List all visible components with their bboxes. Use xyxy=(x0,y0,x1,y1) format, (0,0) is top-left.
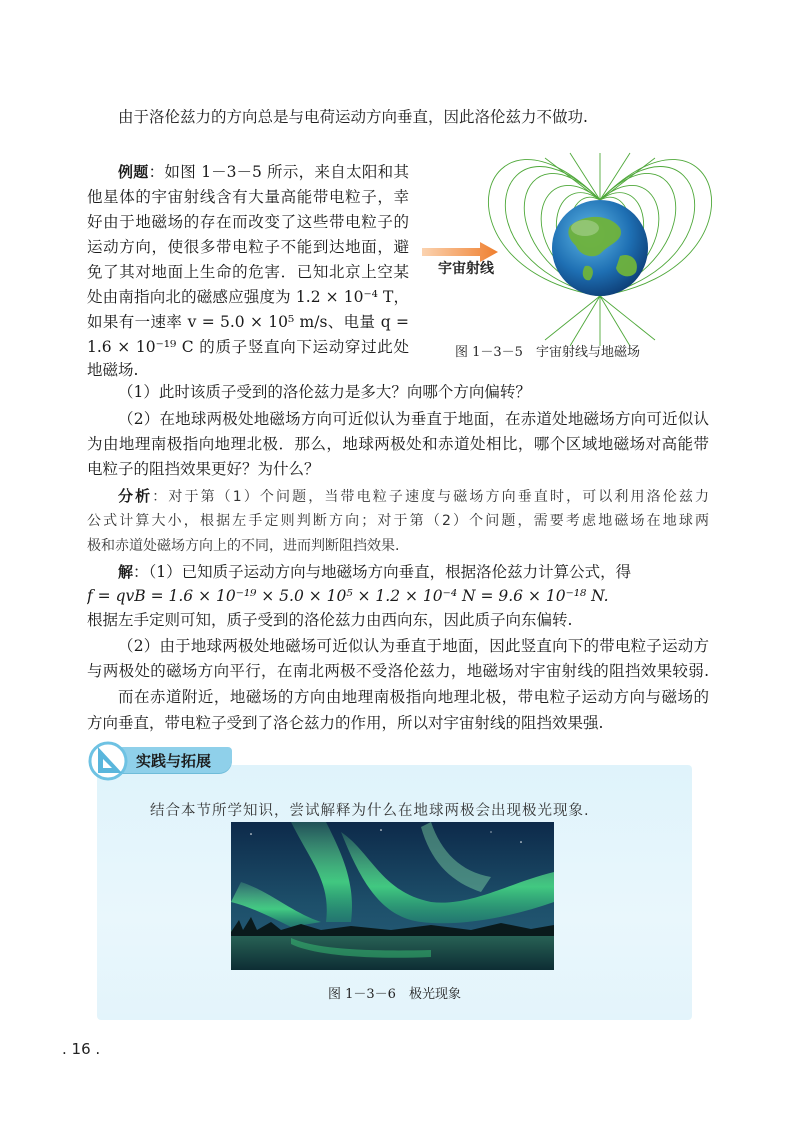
question-2-line-3: 电粒子的阻挡效果更好？为什么？ xyxy=(87,460,320,478)
practice-title: 实践与拓展 xyxy=(136,752,212,770)
example-line-3: 好由于地磁场的存在而改变了这些带电粒子的 xyxy=(87,213,409,231)
example-line-6: 处由南指向北的磁感应强度为 1.2 × 10⁻⁴ T， xyxy=(87,288,409,306)
page-number: . 16 . xyxy=(62,1040,101,1058)
cosmic-ray-label: 宇宙射线 xyxy=(438,261,494,277)
example-line-7: 如果有一速率 v = 5.0 × 10⁵ m/s、电量 q = xyxy=(87,313,409,331)
practice-ruler-icon xyxy=(88,735,136,783)
question-2-line-1: （2）在地球两极处地磁场方向可近似认为垂直于地面，在赤道处地磁场方向可近似认 xyxy=(118,410,709,428)
figure-135-caption: 图 1－3－5 宇宙射线与地磁场 xyxy=(455,345,640,360)
solution-label: 解 xyxy=(118,563,134,581)
example-line-1: 例题：如图 1－3－5 所示，来自太阳和其 xyxy=(118,163,409,181)
solution-part2-line-2: 与两极处的磁场方向平行，在南北两极不受洛伦兹力，地磁场对宇宙射线的阻挡效果较弱. xyxy=(87,662,709,680)
example-line-5: 免了其对地面上生命的危害．已知北京上空某 xyxy=(87,263,409,281)
analysis-label: 分析 xyxy=(118,487,153,505)
analysis-line-2: 公式计算大小，根据左手定则判断方向；对于第（2）个问题，需要考虑地磁场在地球两 xyxy=(87,513,709,529)
aurora-photo xyxy=(231,822,554,970)
analysis-line-1: 分析：对于第（1）个问题，当带电粒子速度与磁场方向垂直时，可以利用洛伦兹力 xyxy=(118,487,709,505)
example-line-4: 运动方向，使很多带电粒子不能到达地面，避 xyxy=(87,238,409,256)
example-label: 例题 xyxy=(118,163,149,181)
practice-text: 结合本节所学知识，尝试解释为什么在地球两极会出现极光现象. xyxy=(150,803,590,819)
question-2-line-2: 为由地理南极指向地理北极．那么，地球两极处和赤道处相比，哪个区域地磁场对高能带 xyxy=(87,435,709,453)
analysis-line-3: 极和赤道处磁场方向上的不同，进而判断阻挡效果. xyxy=(87,538,400,554)
example-line-2: 他星体的宇宙射线含有大量高能带电粒子，幸 xyxy=(87,188,409,206)
intro-paragraph: 由于洛伦兹力的方向总是与电荷运动方向垂直，因此洛伦兹力不做功. xyxy=(118,108,588,126)
example-line-9: 地磁场. xyxy=(87,361,139,379)
figure-136-caption: 图 1－3－6 极光现象 xyxy=(328,987,461,1002)
solution-line-3: 根据左手定则可知，质子受到的洛伦兹力由西向东，因此质子向东偏转. xyxy=(87,611,573,629)
solution-part3-line-1: 而在赤道附近，地磁场的方向由地理南极指向地理北极，带电粒子运动方向与磁场的 xyxy=(118,688,709,706)
solution-part3-line-2: 方向垂直，带电粒子受到了洛仑兹力的作用，所以对宇宙射线的阻挡效果强. xyxy=(87,714,604,732)
solution-formula: f = qvB = 1.6 × 10⁻¹⁹ × 5.0 × 10⁵ × 1.2 × 10⁻⁴ N = 9.6 × 10⁻¹⁸ N. xyxy=(87,587,609,605)
question-1: （1）此时该质子受到的洛伦兹力是多大？向哪个方向偏转？ xyxy=(118,383,531,401)
figure-cosmic-rays xyxy=(420,148,720,348)
magnetic-field-diagram xyxy=(420,148,720,348)
solution-line-1: 解：（1）已知质子运动方向与地磁场方向垂直，根据洛伦兹力计算公式，得 xyxy=(118,563,632,581)
example-line-8: 1.6 × 10⁻¹⁹ C 的质子竖直向下运动穿过此处 xyxy=(87,338,409,356)
solution-part2-line-1: （2）由于地球两极处地磁场可近似认为垂直于地面，因此竖直向下的带电粒子运动方 xyxy=(118,637,709,655)
